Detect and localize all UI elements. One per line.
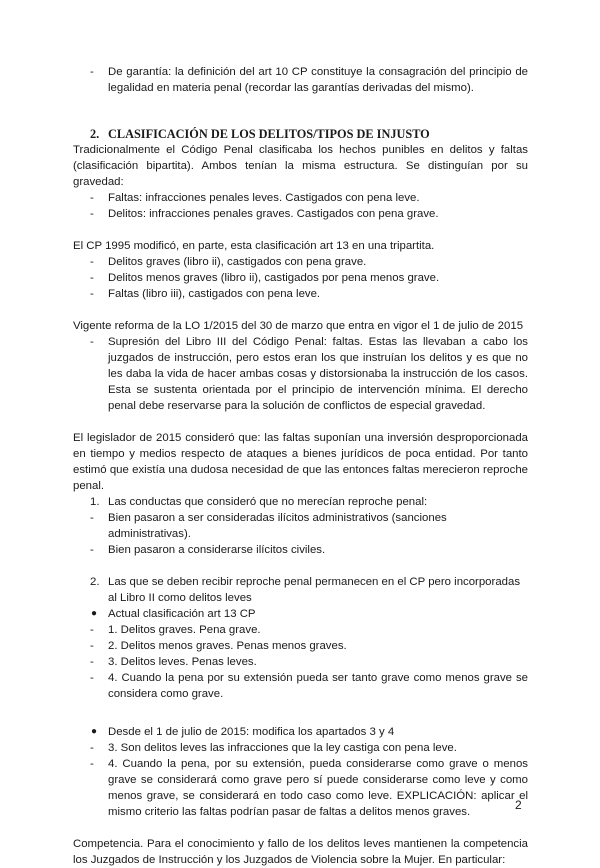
list-item-text: 1. Delitos graves. Pena grave. [108,624,261,636]
list-dash: - [90,544,94,556]
list-item-text: 3. Son delitos leves las infracciones que la ley castiga con pena leve. [108,742,457,754]
list-item-text: 4. Cuando la pena por su extensión pueda ser tanto grave como menos grave se considera como grave. [108,672,528,700]
list-item [73,334,528,414]
list-dash: - [90,742,94,754]
section-number: 2. [90,127,100,141]
list-item-text: 4. Cuando la pena, por su extensión, pueda considerarse como grave o menos grave se considerará como grave pero sí puede considerarse como leve y como menos grave, se considerará en todo caso como leve. EXPLICACIÓN: aplicar el mismo criterio las faltas podrían pasar de faltas a delitos menos graves. [108,758,528,818]
list-item-text: Delitos: infracciones penales graves. Castigados con pena grave. [108,208,439,220]
list-dash: - [90,208,94,220]
list-dash: - [90,256,94,268]
list-dash: - [90,272,94,284]
list-item-text: Bien pasaron a considerarse ilícitos civiles. [108,544,326,556]
paragraph-intro: Tradicionalmente el Código Penal clasificaba los hechos punibles en delitos y faltas (clasificación bipartita). Ambos tenían la misma estructura. Se distinguían por su gravedad: [73,144,528,188]
list-dash: - [90,512,94,524]
list-item [73,254,528,270]
list-item [73,190,528,206]
section-title: CLASIFICACIÓN DE LOS DELITOS/TIPOS DE INJUSTO [108,127,430,141]
list-item-text: Las conductas que consideró que no merecían reproche penal: [108,496,428,508]
list-item-text: Faltas (libro iii), castigados con pena leve. [108,288,321,300]
list-item [73,740,528,756]
list-item [73,270,528,286]
list-item-text: De garantía: la definición del art 10 CP constituye la consagración del principio de legalidad en materia penal (recordar las garantías derivadas del mismo). [108,66,528,94]
list-dash: - [90,640,94,652]
list-dash: - [90,336,94,348]
document-page [73,64,528,868]
bullet-item [73,606,528,622]
list-item [73,670,528,702]
list-item-text: Las que se deben recibir reproche penal permanecen en el CP pero incorporadas al Libro II como delitos leves [108,576,521,604]
list-item-text: 3. Delitos leves. Penas leves. [108,656,257,668]
list-item-text: Actual clasificación art 13 CP [108,608,256,620]
list-item [73,654,528,670]
list-item [73,286,528,302]
list-dash: - [90,192,94,204]
list-item [73,622,528,638]
paragraph-reform: Vigente reforma de la LO 1/2015 del 30 de marzo que entra en vigor el 1 de julio de 2015 [73,320,524,332]
list-item [73,756,528,820]
list-dash: - [90,656,94,668]
list-item [73,638,528,654]
paragraph-competencia: Competencia. Para el conocimiento y fallo de los delitos leves mantienen la competencia los Juzgados de Instrucción y los Juzgados de Violencia sobre la Mujer. En particular: [73,838,528,866]
paragraph-legislator: El legislador de 2015 consideró que: las faltas suponían una inversión desproporcionada en tiempo y medios respecto de ataques a bienes jurídicos de poca entidad. Por tanto estimó que existía una dudosa necesidad de que las entonces faltas merecieron reproche penal. [73,432,528,492]
bullet-dot-icon: ● [91,608,98,619]
list-item [73,64,528,96]
list-dash: - [90,758,94,770]
list-dash: - [90,288,94,300]
list-item-text: 2. Delitos menos graves. Penas menos graves. [108,640,347,652]
bullet-item [73,724,528,740]
list-item-text: Supresión del Libro III del Código Penal: faltas. Estas las llevaban a cabo los juzgados de instrucción, pero estos eran los que instruían los delitos y es que no les daba la vida de hacer ambas cosas y distorsionaba la instrucción de los casos. Esta se sustenta orientada por el principio de intervención mínima. El derecho penal debe reservarse para la solución de conflictos de especial gravedad. [108,336,528,412]
list-item [73,206,528,222]
list-number: 1. [90,496,100,508]
list-item-text: Delitos graves (libro ii), castigados con pena grave. [108,256,367,268]
section-heading [73,126,528,142]
list-dash: - [90,624,94,636]
list-dash: - [90,672,94,684]
list-item-text: Desde el 1 de julio de 2015: modifica los apartados 3 y 4 [108,726,395,738]
numbered-item [73,574,528,606]
list-dash: - [90,66,94,78]
list-number: 2. [90,576,100,588]
list-item-text: Delitos menos graves (libro ii), castigados por pena menos grave. [108,272,440,284]
list-item [73,542,528,558]
numbered-item [73,494,528,510]
page-number: 2 [515,798,522,812]
list-item [73,510,528,542]
list-item-text: Bien pasaron a ser consideradas ilícitos administrativos (sanciones administrativas). [108,512,447,540]
bullet-dot-icon: ● [91,726,98,737]
list-item-text: Faltas: infracciones penales leves. Castigados con pena leve. [108,192,420,204]
paragraph-cp1995: El CP 1995 modificó, en parte, esta clasificación art 13 en una tripartita. [73,240,435,252]
